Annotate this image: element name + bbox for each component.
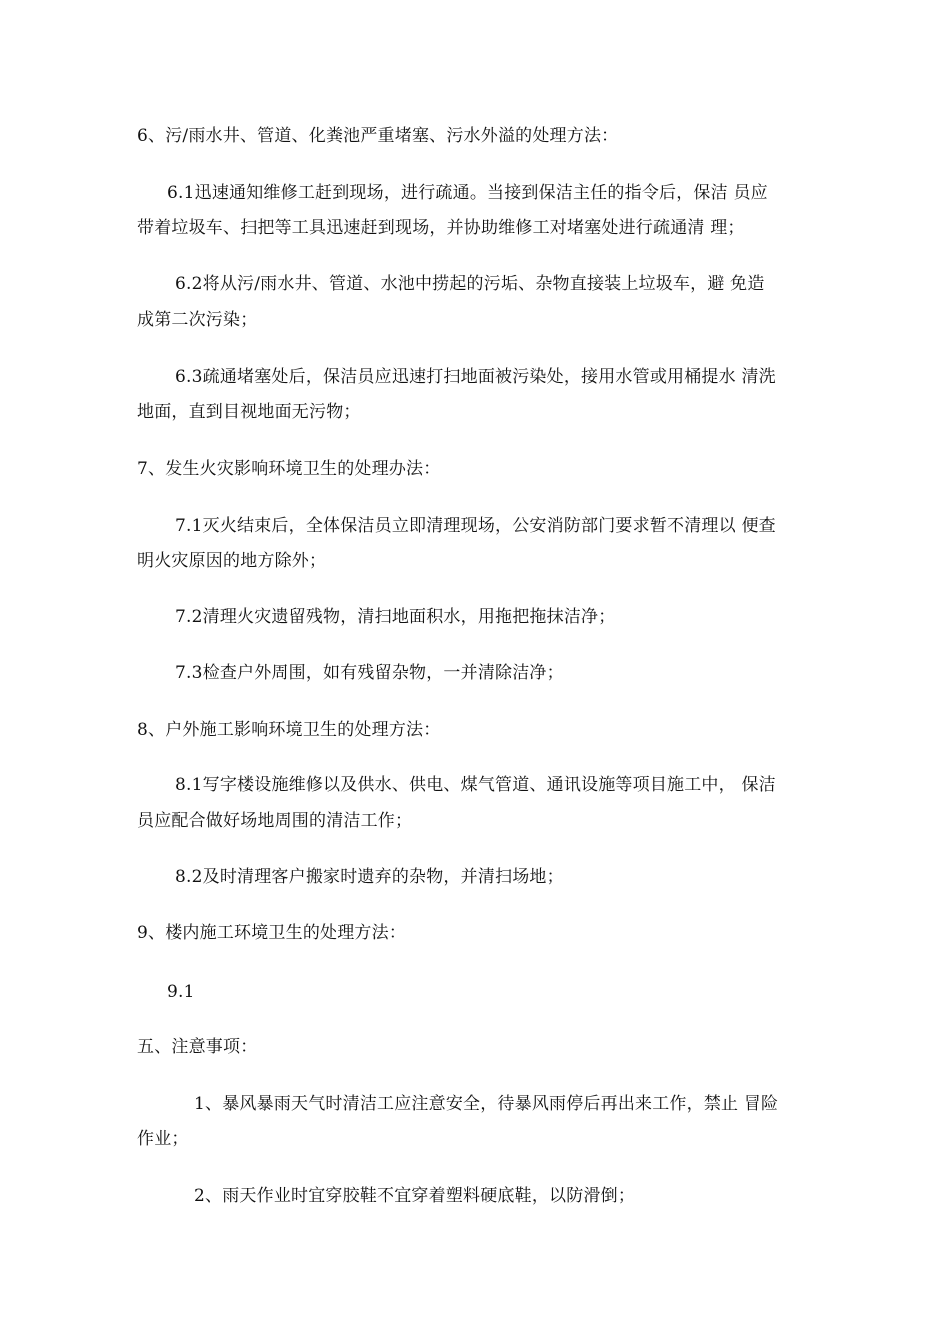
note-1-line-1: 1、暴风暴雨天气时清洁工应注意安全，待暴风雨停后再出来工作，禁止 冒险	[194, 1094, 779, 1114]
paragraph-6-1-line-1: 6.1迅速通知维修工赶到现场，进行疏通。当接到保洁主任的指令后，保洁 员应	[167, 183, 768, 203]
heading-8: 8、户外施工影响环境卫生的处理方法：	[137, 720, 441, 740]
paragraph-6-2-line-1: 6.2将从污/雨水井、管道、水池中捞起的污垢、杂物直接装上垃圾车，避 免造	[175, 274, 765, 294]
heading-7: 7、发生火灾影响环境卫生的处理办法：	[137, 459, 441, 479]
heading-notes: 五、注意事项：	[137, 1037, 258, 1057]
paragraph-7-1-line-1: 7.1灭火结束后，全体保洁员立即清理现场，公安消防部门要求暂不清理以 便查	[175, 516, 776, 536]
note-1-line-2: 作业；	[137, 1129, 189, 1149]
heading-9: 9、楼内施工环境卫生的处理方法：	[137, 923, 407, 943]
paragraph-6-1-line-2: 带着垃圾车、扫把等工具迅速赶到现场，并协助维修工对堵塞处进行疏通清 理；	[137, 218, 745, 238]
paragraph-8-1-line-1: 8.1写字楼设施维修以及供水、供电、煤气管道、通讯设施等项目施工中， 保洁	[175, 775, 776, 795]
note-2: 2、雨天作业时宜穿胶鞋不宜穿着塑料硬底鞋，以防滑倒；	[194, 1186, 636, 1206]
paragraph-8-1-line-2: 员应配合做好场地周围的清洁工作；	[137, 811, 413, 831]
paragraph-7-1-line-2: 明火灾原因的地方除外；	[137, 551, 327, 571]
paragraph-6-3-line-2: 地面，直到目视地面无污物；	[137, 402, 361, 422]
paragraph-8-2: 8.2及时清理客户搬家时遗弃的杂物，并清扫场地；	[175, 867, 564, 887]
paragraph-6-3-line-1: 6.3疏通堵塞处后，保洁员应迅速打扫地面被污染处，接用水管或用桶提水 清洗	[175, 367, 776, 387]
paragraph-7-3: 7.3检查户外周围，如有残留杂物，一并清除洁净；	[175, 663, 564, 683]
paragraph-6-2-line-2: 成第二次污染；	[137, 310, 258, 330]
paragraph-9-1: 9.1	[167, 982, 195, 1002]
heading-6: 6、污/雨水井、管道、化粪池严重堵塞、污水外溢的处理方法：	[137, 126, 619, 146]
paragraph-7-2: 7.2清理火灾遗留残物，清扫地面积水，用拖把拖抹洁净；	[175, 607, 616, 627]
